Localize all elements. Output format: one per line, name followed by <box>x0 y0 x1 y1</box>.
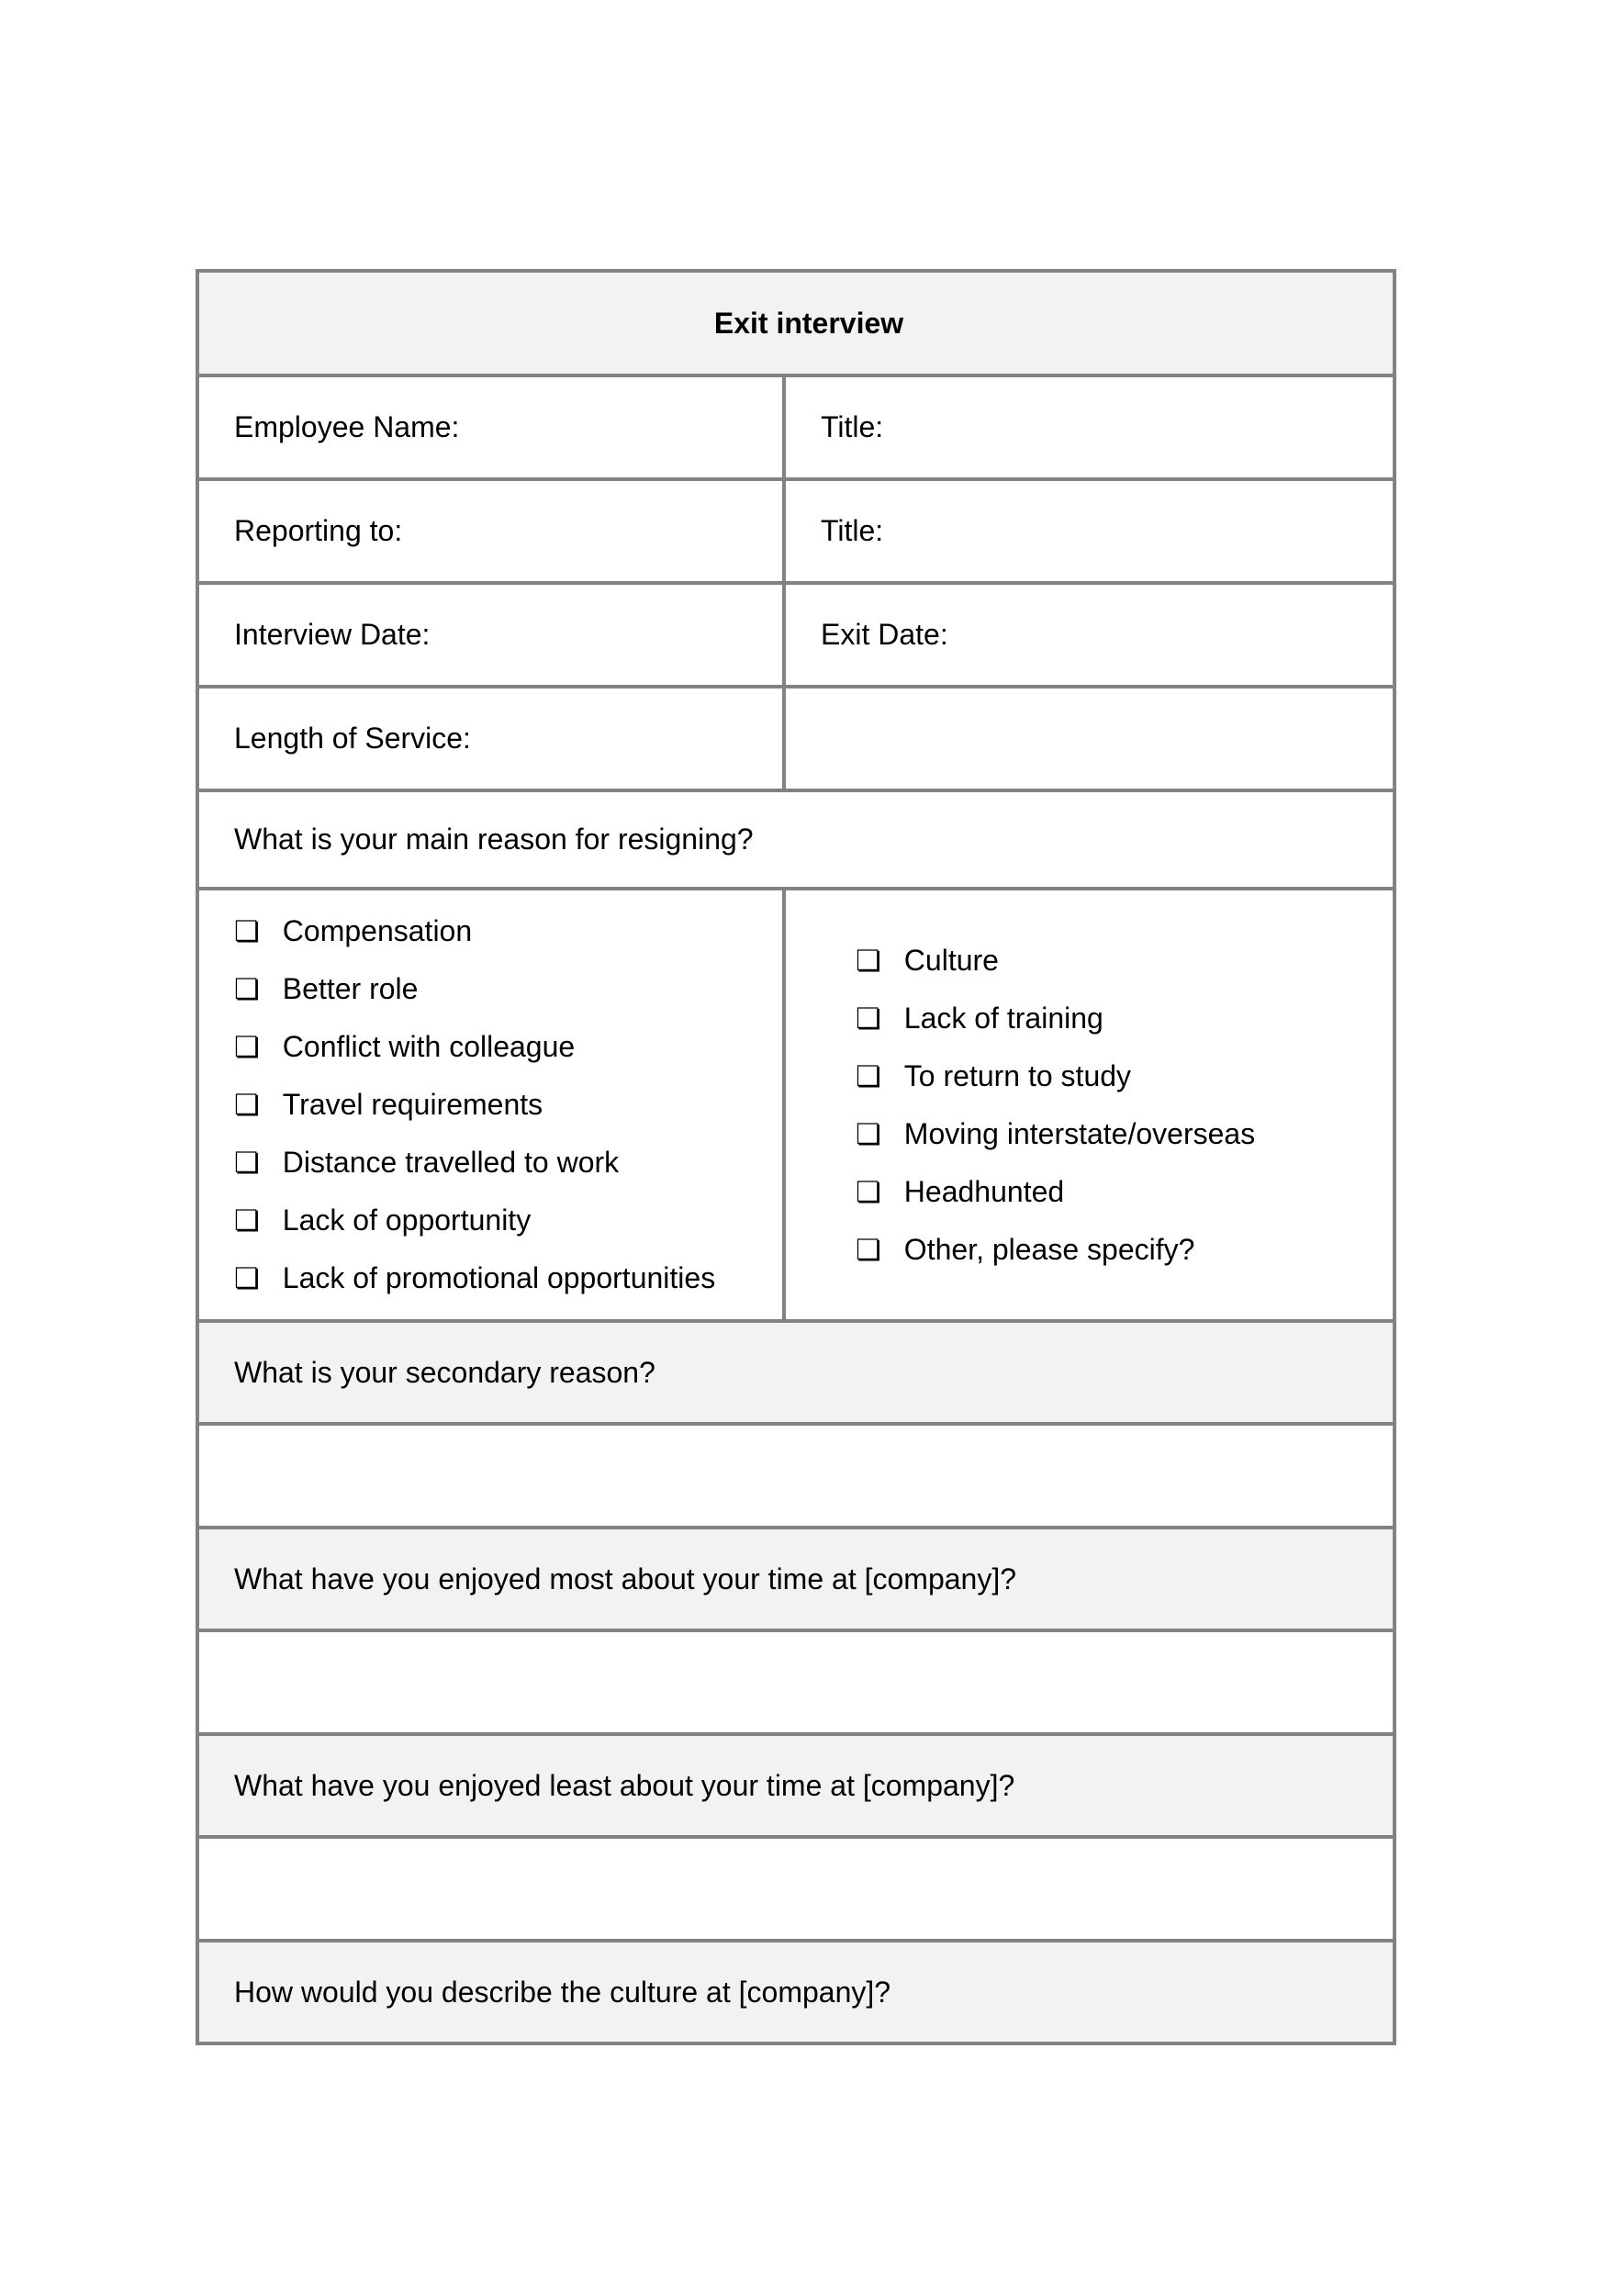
checkbox-label: Travel requirements <box>282 1088 543 1121</box>
checkbox-item-moving-interstate-overseas[interactable] <box>856 1105 1383 1163</box>
checkbox-label: Better role <box>282 972 419 1005</box>
checkbox-icon[interactable]: ❏ <box>234 1089 260 1121</box>
checkbox-icon[interactable]: ❏ <box>234 915 260 947</box>
secondary-reason-answer-space[interactable] <box>197 1424 1394 1528</box>
checkbox-icon[interactable]: ❏ <box>234 1262 260 1294</box>
checkbox-icon[interactable]: ❏ <box>856 944 881 977</box>
describe-culture-question: How would you describe the culture at [company]? <box>197 1941 1394 2043</box>
checkbox-label: To return to study <box>903 1058 1132 1092</box>
checkbox-item-conflict-with-colleague[interactable] <box>234 1018 773 1076</box>
field-row <box>197 479 1394 583</box>
checkbox-label: Culture <box>903 943 999 977</box>
checkbox-item-lack-of-training[interactable] <box>856 990 1383 1047</box>
checkbox-item-better-role[interactable] <box>234 960 773 1018</box>
checkbox-icon[interactable]: ❏ <box>234 1147 260 1179</box>
question-row <box>197 1734 1394 1837</box>
field-row <box>197 687 1394 790</box>
checkbox-label: Lack of opportunity <box>282 1203 532 1237</box>
title-row <box>197 271 1394 375</box>
checkbox-icon[interactable]: ❏ <box>856 1002 881 1035</box>
employee-title-field-label[interactable]: Title: <box>784 375 1394 479</box>
exit-interview-form-table <box>196 269 1396 2045</box>
checkbox-label: Moving interstate/overseas <box>903 1116 1256 1150</box>
interview-date-field-label[interactable]: Interview Date: <box>197 583 784 687</box>
length-of-service-field-label[interactable]: Length of Service: <box>197 687 784 790</box>
checkbox-label: Distance travelled to work <box>282 1146 620 1179</box>
answer-row <box>197 1424 1394 1528</box>
secondary-reason-question: What is your secondary reason? <box>197 1321 1394 1424</box>
checkbox-label: Headhunted <box>903 1174 1065 1208</box>
checkbox-label: Lack of training <box>903 1001 1103 1035</box>
checkbox-icon[interactable]: ❏ <box>856 1175 881 1208</box>
checkbox-item-culture[interactable] <box>856 932 1383 990</box>
enjoyed-most-answer-space[interactable] <box>197 1630 1394 1734</box>
reporting-to-field-label[interactable]: Reporting to: <box>197 479 784 583</box>
checkbox-label: Compensation <box>282 914 473 947</box>
checkbox-icon[interactable]: ❏ <box>856 1117 881 1150</box>
enjoyed-least-answer-space[interactable] <box>197 1837 1394 1941</box>
enjoyed-least-question: What have you enjoyed least about your time at [company]? <box>197 1734 1394 1837</box>
checkbox-item-headhunted[interactable] <box>856 1163 1383 1221</box>
enjoyed-most-question: What have you enjoyed most about your time at [company]? <box>197 1528 1394 1630</box>
question-row <box>197 790 1394 889</box>
checkbox-item-lack-of-promotional-opportunities[interactable] <box>234 1249 773 1307</box>
checkbox-item-compensation[interactable] <box>234 902 773 960</box>
question-row <box>197 1321 1394 1424</box>
checkbox-item-other-please-specify[interactable] <box>856 1221 1383 1279</box>
question-row <box>197 1528 1394 1630</box>
checkbox-icon[interactable]: ❏ <box>234 1204 260 1237</box>
checkbox-row <box>197 889 1394 1321</box>
answer-row <box>197 1837 1394 1941</box>
checkbox-item-return-to-study[interactable] <box>856 1047 1383 1105</box>
checkbox-item-travel-requirements[interactable] <box>234 1076 773 1134</box>
question-row <box>197 1941 1394 2043</box>
reasons-right-column <box>784 889 1394 1321</box>
checkbox-label: Lack of promotional opportunities <box>282 1261 716 1294</box>
manager-title-field-label[interactable]: Title: <box>784 479 1394 583</box>
form-title: Exit interview <box>197 271 1394 375</box>
field-row <box>197 583 1394 687</box>
checkbox-icon[interactable]: ❏ <box>856 1059 881 1092</box>
reasons-left-column <box>197 889 784 1321</box>
length-of-service-value-cell[interactable] <box>784 687 1394 790</box>
checkbox-icon[interactable]: ❏ <box>856 1233 881 1266</box>
checkbox-icon[interactable]: ❏ <box>234 1031 260 1063</box>
answer-row <box>197 1630 1394 1734</box>
field-row <box>197 375 1394 479</box>
checkbox-label: Conflict with colleague <box>282 1030 576 1063</box>
employee-name-field-label[interactable]: Employee Name: <box>197 375 784 479</box>
checkbox-label: Other, please specify? <box>903 1232 1195 1266</box>
exit-date-field-label[interactable]: Exit Date: <box>784 583 1394 687</box>
checkbox-item-distance-travelled[interactable] <box>234 1134 773 1192</box>
main-reason-question: What is your main reason for resigning? <box>197 790 1394 889</box>
checkbox-item-lack-of-opportunity[interactable] <box>234 1192 773 1249</box>
checkbox-icon[interactable]: ❏ <box>234 973 260 1005</box>
